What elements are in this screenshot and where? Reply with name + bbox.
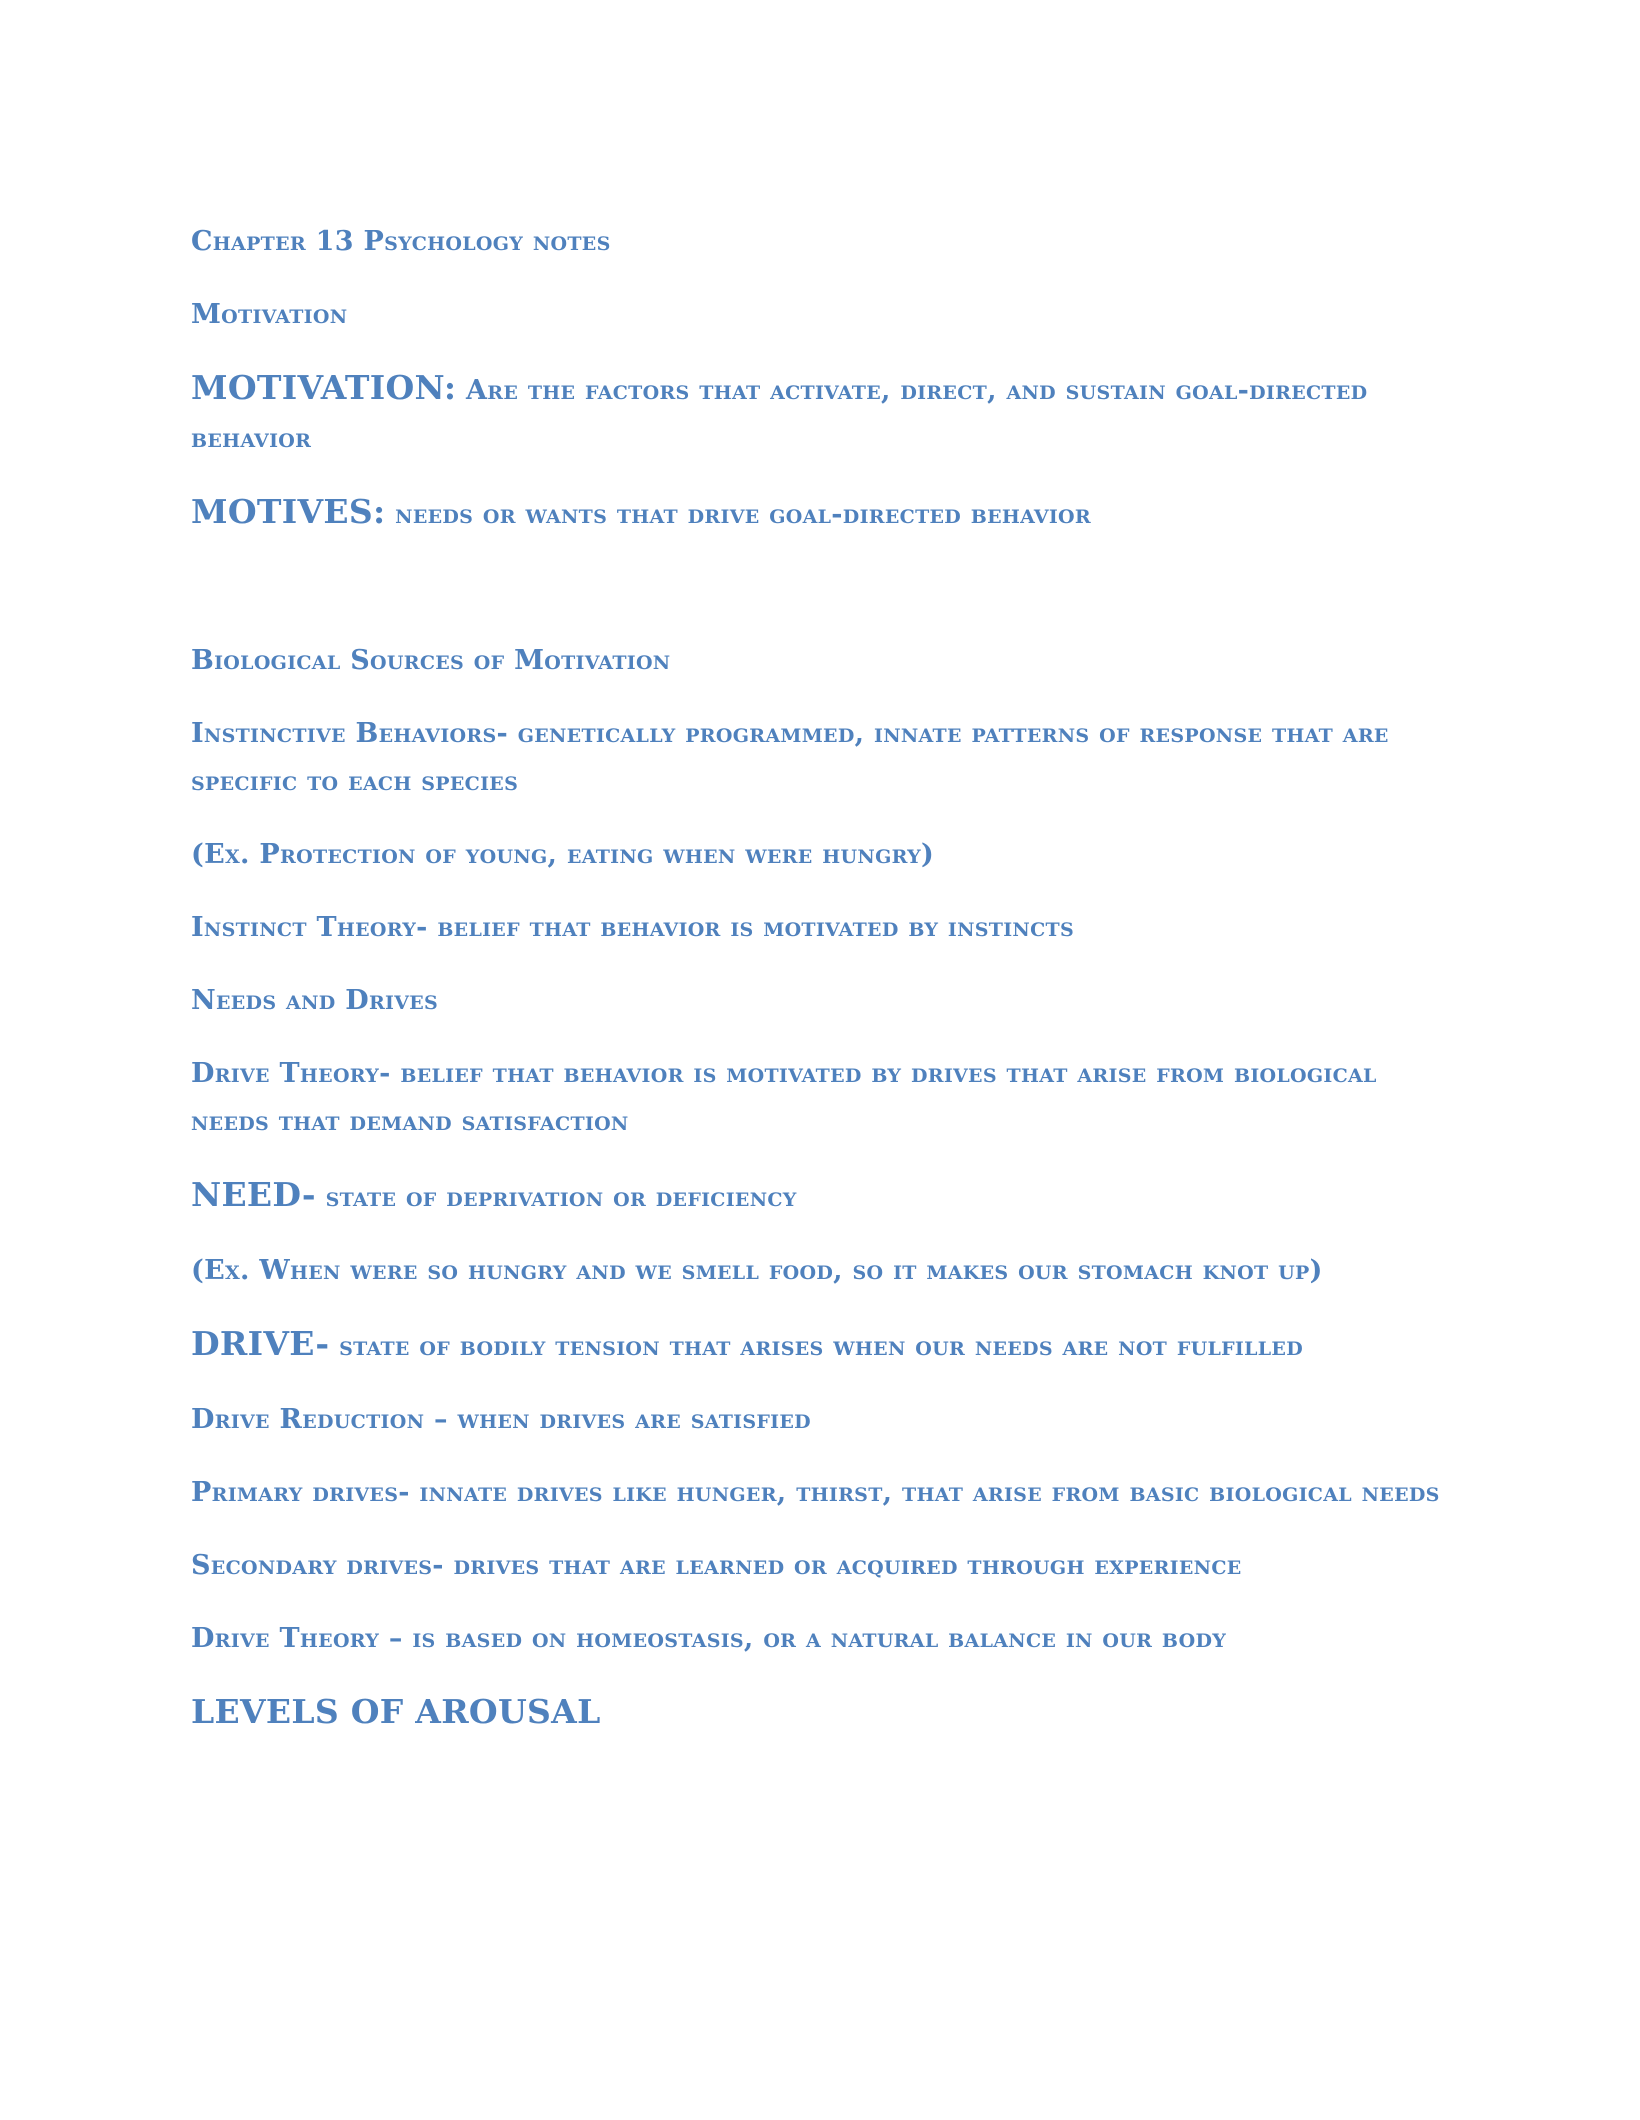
document-body	[191, 218, 1451, 1736]
definition-text-need: state of deprivation or deficiency	[325, 1182, 797, 1213]
paragraph-drive-theory: Drive Theory- belief that behavior is motivated by drives that arise from biological needs that demand satisfaction	[191, 1058, 1377, 1137]
definition-text-motives: needs or wants that drive goal-directed behavior	[395, 499, 1091, 530]
paragraph-primary-drives: Primary drives- innate drives like hunger, thirst, that arise from basic biological needs	[191, 1477, 1440, 1508]
example-hungry-smell-food: (Ex. When were so hungry and we smell food, so it makes our stomach knot up)	[191, 1255, 1323, 1286]
section-heading-motivation: Motivation	[191, 299, 348, 330]
section-heading-biological-sources: Biological Sources of Motivation	[191, 645, 671, 676]
definition-text-drive: state of bodily tension that arises when our needs are not fulfilled	[339, 1331, 1303, 1362]
definition-motivation	[191, 364, 1451, 463]
term-drive: DRIVE-	[191, 1324, 330, 1363]
definition-motives	[191, 488, 1451, 539]
paragraph-instinct-theory: Instinct Theory- belief that behavior is motivated by instincts	[191, 912, 1074, 943]
document-title: Chapter 13 Psychology notes	[191, 226, 611, 257]
section-heading-needs-and-drives: Needs and Drives	[191, 985, 439, 1016]
definition-need	[191, 1171, 1451, 1222]
definition-drive	[191, 1320, 1451, 1371]
paragraph-drive-reduction: Drive Reduction – when drives are satisfied	[191, 1404, 811, 1435]
term-need: NEED-	[191, 1175, 316, 1214]
example-protection-of-young: (Ex. Protection of young, eating when were hungry)	[191, 839, 935, 870]
section-heading-levels-of-arousal: LEVELS OF AROUSAL	[191, 1692, 601, 1731]
term-motivation: MOTIVATION:	[191, 368, 457, 407]
paragraph-instinctive-behaviors: Instinctive Behaviors- genetically programmed, innate patterns of response that are specific to each species	[191, 718, 1389, 797]
paragraph-drive-theory-homeostasis: Drive Theory – is based on homeostasis, or a natural balance in our body	[191, 1623, 1227, 1654]
term-motives: MOTIVES:	[191, 492, 386, 531]
definition-text-motivation: Are the factors that activate, direct, and sustain goal-directed behavior	[191, 375, 1368, 454]
paragraph-secondary-drives: Secondary drives- drives that are learned or acquired through experience	[191, 1550, 1242, 1581]
